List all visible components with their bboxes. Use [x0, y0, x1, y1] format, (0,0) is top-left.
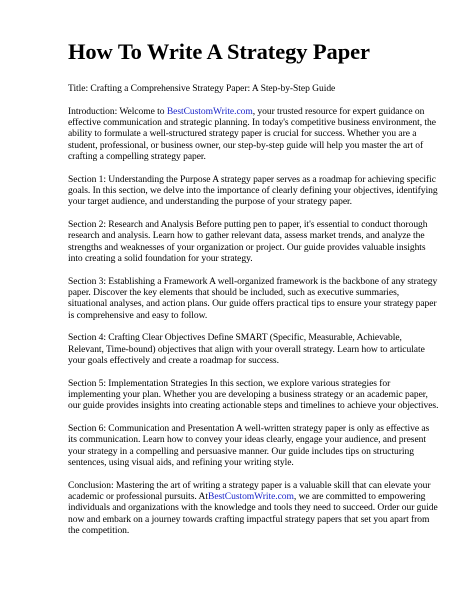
bestcustomwrite-link[interactable]: BestCustomWrite.com [208, 491, 294, 502]
bestcustomwrite-link[interactable]: BestCustomWrite.com [166, 105, 253, 117]
conclusion-text-start: Conclusion: Mastering the art of writing a strategy paper is a valuable skill that can elevate your academic or professional pursuits. At [68, 479, 431, 502]
section-5-paragraph: Section 5: Implementation Strategies In this section, we explore various strategies for implementing your plan. Whether you are developing a business strategy or an academic paper, our guide provides insights into creating actionable steps and timelines to achieve your objectives. [68, 377, 439, 412]
section-4-paragraph: Section 4: Crafting Clear Objectives Define SMART (Specific, Measurable, Achievable, Relevant, Time-bound) objectives that align with your overall strategy. Learn how to articulate your goals effectively and create a roadmap for success. [68, 332, 425, 367]
document-page [68, 38, 440, 536]
introduction-paragraph [68, 106, 440, 163]
section-2-paragraph: Section 2: Research and Analysis Before putting pen to paper, it's essential to conduct thorough research and analysis. Learn how to gather relevant data, assess market trends, and analyze the strengths and weaknesses of your organization or project. Our guide provides valuable insights into creating a solid foundation for your strategy. [68, 218, 428, 265]
section-6-paragraph: Section 6: Communication and Presentation A well-written strategy paper is only as effective as its communication. Learn how to convey your ideas clearly, engage your audience, and present your strategy in a compelling and persuasive manner. Our guide includes tips on structuring sentences, using visual aids, and refining your writing style. [68, 422, 430, 469]
introduction-text-start: Introduction: Welcome to [68, 105, 167, 117]
section-3-paragraph: Section 3: Establishing a Framework A well-organized framework is the backbone of any strategy paper. Discover the key elements that should be included, such as executive summaries, situational analyses, and action plans. Our guide offers practical tips to ensure your strategy paper is comprehensive and easy to follow. [68, 275, 438, 321]
document-subtitle: Title: Crafting a Comprehensive Strategy Paper: A Step-by-Step Guide [68, 83, 336, 94]
conclusion-paragraph [68, 480, 440, 537]
section-1-paragraph: Section 1: Understanding the Purpose A strategy paper serves as a roadmap for achieving specific goals. In this section, we delve into the importance of clearly defining your objectives, identifying your target audience, and understanding the purpose of your strategy paper. [68, 173, 438, 208]
introduction-text-end: , your trusted resource for expert guidance on effective communication and strategic planning. In today's competitive business environment, the ability to formulate a well-structured strategy paper is crucial for success. Whether you are a student, professional, or business owner, our step-by-step guide will help you master the art of crafting a compelling strategy paper. [68, 105, 436, 163]
conclusion-text-end: , we are committed to empowering individuals and organizations with the knowledge and tools they need to succeed. Order our guide now and embark on a journey towards crafting impactful strategy papers that set you apart from the competition. [68, 491, 438, 537]
page-title: How To Write A Strategy Paper [68, 39, 370, 64]
